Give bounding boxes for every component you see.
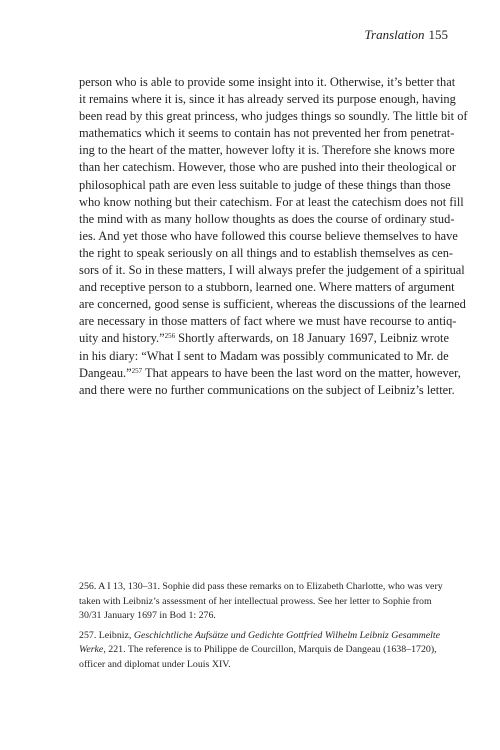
body-line: philosophical path are even less suitable to judge of these things than those (79, 177, 451, 192)
body-line: who know nothing but their catechism. For at least the catechism does not fill (79, 194, 464, 209)
body-line: ies. And yet those who have followed this course believe themselves to have (79, 228, 458, 243)
running-header-title: Translation (364, 27, 425, 42)
body-line: person who is able to provide some insight into it. Otherwise, it’s better that (79, 75, 456, 89)
body-line: sors of it. So in these matters, I will always prefer the judgement of a spiritual (79, 263, 465, 278)
body-line (79, 330, 449, 347)
footnote-work-title: Geschichtliche Aufsätze und Gedichte Gottfried Wilhelm Leibniz Gesammelte (133, 629, 441, 641)
footnotes (79, 580, 443, 678)
body-text-run: uity and history.” (79, 331, 165, 346)
footnote-line (79, 643, 437, 658)
body-line: and there were no further communications on the subject of Leibniz’s letter. (79, 382, 455, 397)
body-line: it remains where it is, since it has already served its purpose enough, having (79, 92, 456, 107)
footnote-line: 256. A I 13, 130–31. Sophie did pass these remarks on to Elizabeth Charlotte, who was very (79, 581, 443, 592)
footnote-256 (79, 580, 443, 624)
body-line: mathematics which it seems to contain has not prevented her from penetrat- (79, 126, 455, 141)
running-header (365, 27, 448, 43)
footnote-line: 30/31 January 1697 in Bod 1: 276. (79, 610, 216, 622)
body-line: than her catechism. However, those who are pushed into their theological or (79, 160, 456, 175)
page-number: 155 (428, 27, 448, 42)
footnote-ref-256[interactable]: 256 (164, 332, 176, 341)
body-text-run: Dangeau.” (79, 365, 132, 380)
body-line: and receptive person to a stubborn, learned one. Where matters of argument (79, 280, 455, 295)
body-line: ing to the heart of the matter, however lofty it is. Therefore she knows more (79, 143, 455, 158)
body-text-run: Shortly afterwards, on 18 January 1697, Leibniz wrote (175, 331, 449, 346)
footnote-line (79, 629, 441, 644)
body-line: the right to speak seriously on all things and to establish themselves as cen- (79, 245, 454, 260)
body-line: are concerned, good sense is sufficient, whereas the discussions of the learned (79, 297, 466, 312)
body-line: the mind with as many hollow thoughts as does the course of ordinary stud- (79, 211, 455, 226)
footnote-line: officer and diplomat under Louis XIV. (79, 658, 231, 670)
body-line: in his diary: “What I sent to Madam was possibly communicated to Mr. de (79, 348, 449, 363)
body-paragraph (79, 74, 468, 399)
body-line (79, 365, 461, 382)
body-line: are necessary in those matters of fact where we must have recourse to antiq- (79, 314, 457, 329)
footnote-257 (79, 629, 441, 673)
footnote-ref-257[interactable]: 257 (131, 366, 143, 375)
footnote-text-run: , 221. The reference is to Philippe de Courcillon, Marquis de Dangeau (1638–1720), (103, 644, 437, 656)
footnote-line: taken with Leibniz’s assessment of her intellectual prowess. See her letter to Sophie from (79, 595, 432, 607)
body-text-run: That appears to have been the last word on the matter, however, (142, 365, 461, 380)
footnote-text-run: 257. Leibniz, (79, 629, 134, 641)
footnote-work-title: Werke (79, 644, 104, 656)
body-line: been read by this great princess, who judges things so soundly. The little bit of (79, 109, 468, 124)
